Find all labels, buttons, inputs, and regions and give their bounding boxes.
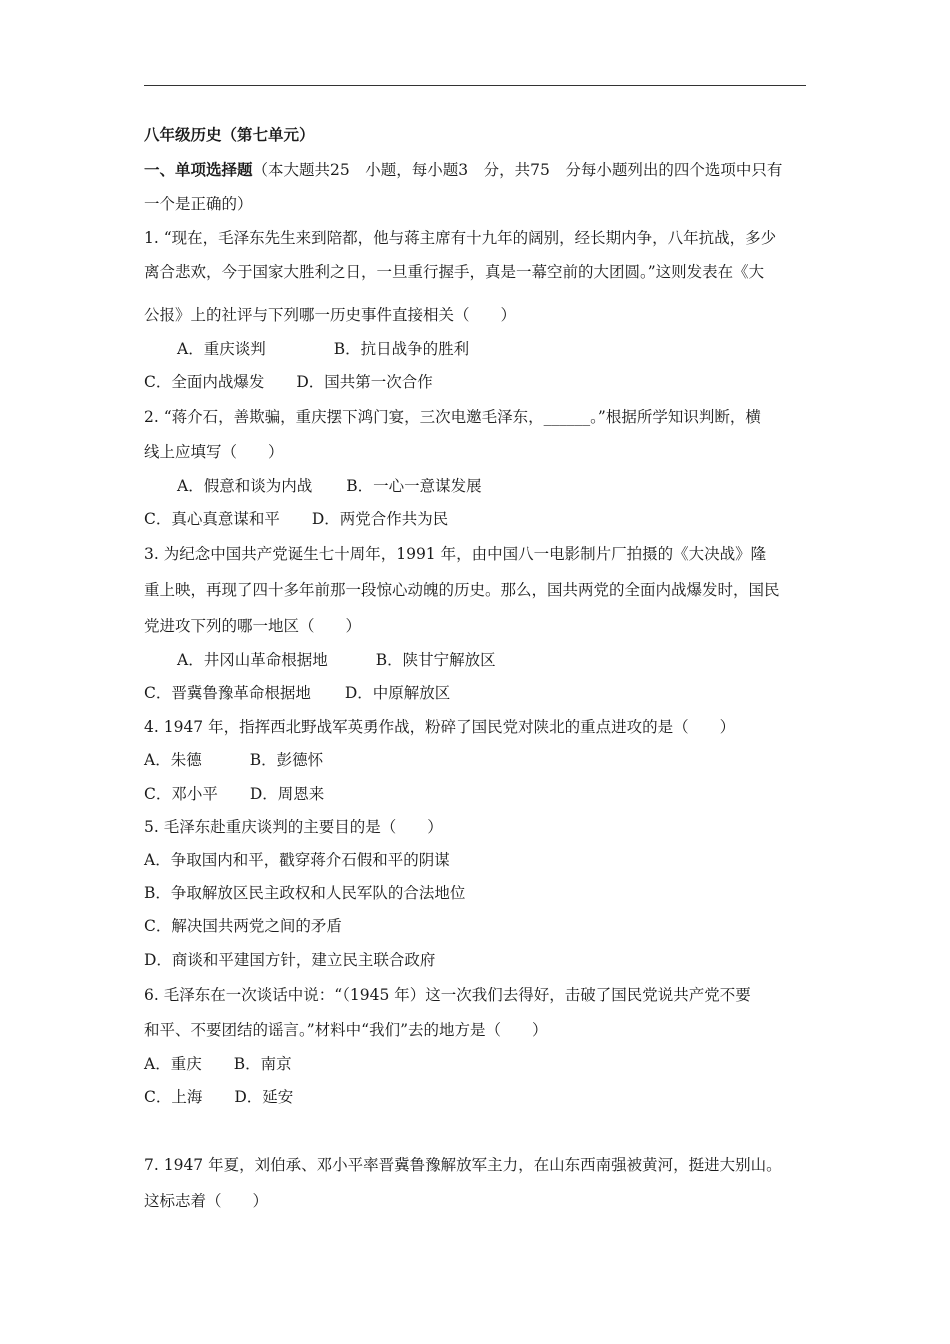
q6-option-c: C．上海 [144,1088,203,1106]
q5-option-b: B．争取解放区民主政权和人民军队的合法地位 [144,884,466,902]
q4-stem: 4. 1947 年，指挥西北野战军英勇作战，粉碎了国民党对陕北的重点进攻的是（ ） [144,718,736,736]
q3-options-row1 [177,650,496,670]
q1-stem-line1: 1. “现在，毛泽东先生来到陪都，他与蒋主席有十九年的阔别，经长期内争，八年抗战，多少 [144,229,777,247]
q1-option-c: C．全面内战爆发 [144,373,265,391]
q1-option-d: D．国共第一次合作 [296,373,433,391]
q3-stem-line1: 3. 为纪念中国共产党诞生七十周年，1991 年，由中国八一电影制片厂拍摄的《大决战》隆 [144,545,767,563]
q6-stem-line2: 和平、不要团结的谣言。”材料中“我们”去的地方是（ ） [144,1021,548,1039]
header-rule [144,85,806,86]
q5-option-d: D．商谈和平建国方针，建立民主联合政府 [144,951,436,969]
q4-option-c: C．邓小平 [144,785,218,803]
q3-option-a: A．井冈山革命根据地 [177,651,328,669]
q6-options-row1 [144,1054,292,1074]
section-heading: 一、单项选择题 [144,160,253,179]
section-note-cont: 一个是正确的） [144,195,253,213]
q1-stem-line3: 公报》上的社评与下列哪一历史事件直接相关（ ） [144,306,517,324]
q2-option-a: A．假意和谈为内战 [177,477,313,495]
q1-options-row2 [144,372,433,392]
q3-stem-line3: 党进攻下列的哪一地区（ ） [144,617,362,635]
q3-option-c: C．晋冀鲁豫革命根据地 [144,684,311,702]
q3-option-d: D．中原解放区 [344,684,451,702]
q4-option-d: D．周恩来 [249,785,325,803]
q1-option-b: B．抗日战争的胜利 [333,340,470,358]
q1-stem-line2: 离合悲欢，今于国家大胜利之日，一旦重行握手，真是一幕空前的大团圆。”这则发表在《大 [144,263,765,281]
q1-options-row1 [177,339,469,359]
q2-option-b: B．一心一意谋发展 [346,477,482,495]
q7-stem-line1: 7. 1947 年夏，刘伯承、邓小平率晋冀鲁豫解放军主力，在山东西南强被黄河，挺进大别山。 [144,1156,782,1174]
q6-option-b: B．南京 [233,1055,292,1073]
q2-stem-line2: 线上应填写（ ） [144,443,284,461]
q3-options-row2 [144,683,450,703]
q2-options-row2 [144,509,448,529]
q6-options-row2 [144,1087,293,1107]
q1-option-a: A．重庆谈判 [177,340,266,358]
q2-stem-line1: 2. “蒋介石，善欺骗，重庆摆下鸿门宴，三次电邀毛泽东，______。”根据所学知识判断，横 [144,408,761,426]
q6-option-d: D．延安 [234,1088,294,1106]
q5-stem: 5. 毛泽东赴重庆谈判的主要目的是（ ） [144,818,443,836]
q2-option-d: D．两党合作共为民 [311,510,449,528]
q4-option-a: A．朱德 [144,751,202,769]
q4-options-row2 [144,784,324,804]
q4-option-b: B．彭德怀 [249,751,324,769]
q2-options-row1 [177,476,482,496]
section-intro [144,160,782,180]
section-note: （本大题共25 小题，每小题3 分，共75 分每小题列出的四个选项中只有 [252,161,783,179]
page-title: 八年级历史（第七单元） [144,125,315,144]
q5-option-c: C．解决国共两党之间的矛盾 [144,917,342,935]
q7-stem-line2: 这标志着（ ） [144,1192,269,1210]
q6-stem-line1: 6. 毛泽东在一次谈话中说：“（1945 年）这一次我们去得好，击破了国民党说共产党不要 [144,986,751,1004]
q6-option-a: A．重庆 [144,1055,202,1073]
q2-option-c: C．真心真意谋和平 [144,510,280,528]
q5-option-a: A．争取国内和平，戳穿蒋介石假和平的阴谋 [144,851,450,869]
q3-option-b: B．陕甘宁解放区 [375,651,496,669]
q3-stem-line2: 重上映，再现了四十多年前那一段惊心动魄的历史。那么，国共两党的全面内战爆发时，国民 [144,581,780,599]
q4-options-row1 [144,750,323,770]
